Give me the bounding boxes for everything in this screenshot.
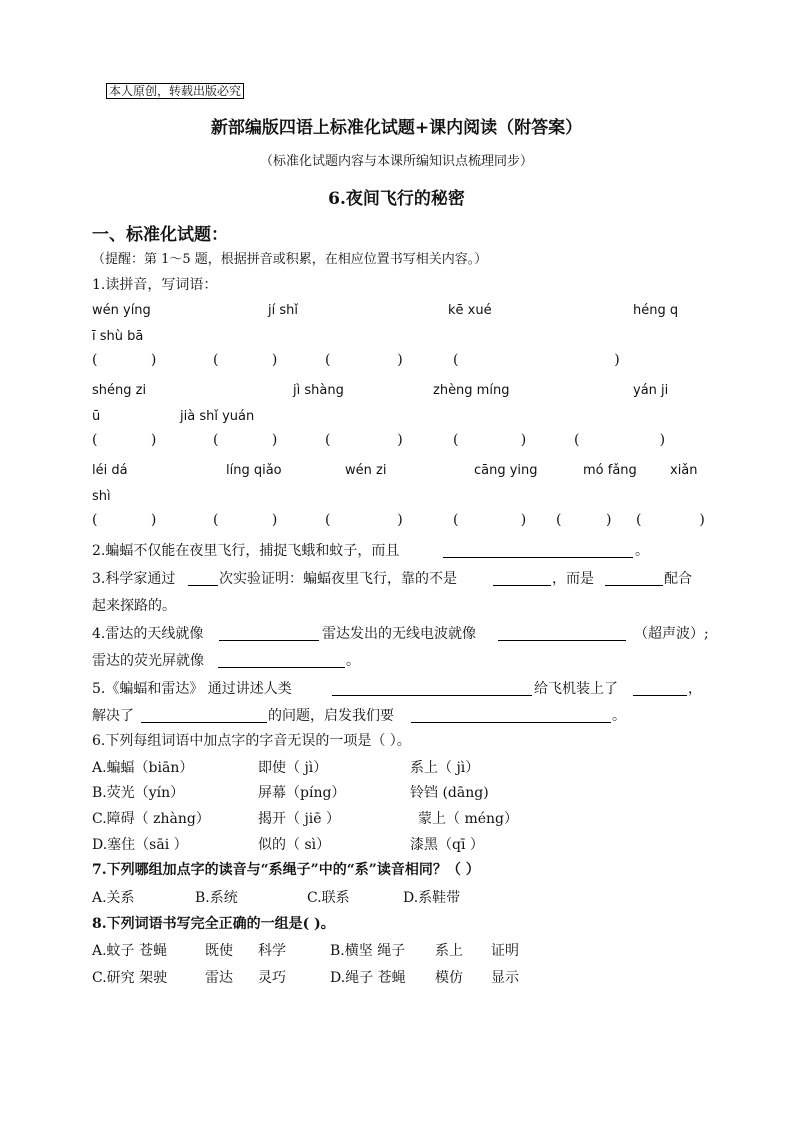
q4-text: 。 [346, 653, 360, 669]
answer-paren[interactable]: ( ) [556, 512, 612, 528]
page-title: 新部编版四语上标准化试题+课内阅读（附答案） [210, 118, 583, 138]
pinyin: cāng ying [474, 463, 538, 478]
q7-option[interactable]: B.系统 [195, 890, 238, 906]
q4-text: 雷达的荧光屏就像 [92, 653, 204, 669]
pinyin: léi dá [92, 463, 128, 478]
q8-option[interactable]: A.蚊子 苍蝇 [92, 943, 168, 959]
q6-option: 蒙上（ méng） [418, 811, 518, 827]
pinyin: héng q [633, 303, 679, 318]
copyright-stamp: 本人原创，转载出版必究 [106, 83, 244, 99]
q3-text: 起来探路的。 [92, 598, 176, 614]
answer-paren[interactable]: ( ) [92, 432, 157, 448]
pinyin: jià shǐ yuán [180, 409, 255, 424]
q8-option-word: 科学 [258, 943, 286, 959]
q5-text: 给飞机装上了 [534, 681, 618, 697]
q8-option-word: 既使 [205, 943, 233, 959]
reminder-text: （提醒：第 1～5 题，根据拼音或积累，在相应位置书写相关内容。） [92, 252, 488, 267]
q7-stem: 7.下列哪组加点字的读音与“系绳子”中的“系”读音相同？（ ） [92, 862, 480, 878]
answer-paren[interactable]: ( ) [325, 432, 403, 448]
answer-blank[interactable] [141, 706, 267, 723]
pinyin: ī shù bā [92, 329, 144, 344]
pinyin: jí shǐ [268, 303, 298, 318]
q5-text: 的问题，启发我们要 [268, 708, 394, 724]
q4-text: 雷达发出的无线电波就像 [322, 626, 476, 642]
answer-blank[interactable] [443, 541, 633, 558]
answer-blank[interactable] [218, 651, 345, 668]
page-subtitle: （标准化试题内容与本课所编知识点梳理同步） [259, 154, 533, 169]
q3-text: ，而是 [552, 571, 594, 587]
answer-paren[interactable]: ( ) [213, 352, 278, 368]
q6-option: 即使（ jì） [258, 760, 328, 776]
answer-paren[interactable]: ( ) [574, 432, 666, 448]
q8-option[interactable]: C.研究 架驶 [92, 970, 168, 986]
lesson-title: 6.夜间飞行的秘密 [328, 189, 465, 209]
q6-option[interactable]: A.蝙蝠（biān） [92, 760, 194, 776]
answer-blank[interactable] [332, 679, 532, 696]
answer-paren[interactable]: ( ) [213, 432, 278, 448]
pinyin: kē xué [448, 303, 492, 318]
q4-text: （超声波）; [634, 626, 709, 642]
q6-option: 屏幕（píng） [258, 785, 346, 801]
answer-blank[interactable] [493, 569, 551, 586]
q7-option[interactable]: C.联系 [307, 890, 350, 906]
q8-option-word: 灵巧 [258, 970, 286, 986]
q1-label: 1.读拼音，写词语： [92, 277, 218, 293]
q6-option[interactable]: B.荧光（yín） [92, 785, 185, 801]
answer-paren[interactable]: ( ) [636, 512, 705, 528]
q8-option-word: 证明 [491, 943, 519, 959]
q4-text: 4.雷达的天线就像 [92, 626, 204, 642]
q8-option-word: 模仿 [435, 970, 463, 986]
pinyin: wén zi [345, 463, 387, 478]
q8-option-word: 雷达 [205, 970, 233, 986]
answer-blank[interactable] [411, 706, 611, 723]
q8-option[interactable]: B.横坚 绳子 [330, 943, 406, 959]
q6-option: 漆黑（qī ） [410, 837, 484, 853]
q8-stem: 8.下列词语书写完全正确的一组是( )。 [92, 916, 335, 932]
q5-text: 解决了 [92, 708, 134, 724]
q5-text: 5.《蝙蝠和雷达》 通过讲述人类 [92, 681, 292, 697]
q3-text: 次实验证明：蝙蝠夜里飞行，靠的不是 [219, 571, 457, 587]
answer-paren[interactable]: ( ) [453, 512, 527, 528]
q6-option[interactable]: D.塞住（sāi ） [92, 837, 188, 853]
answer-blank[interactable] [605, 569, 663, 586]
q6-option[interactable]: C.障碍（ zhàng） [92, 811, 210, 827]
q7-option[interactable]: A.关系 [92, 890, 135, 906]
answer-paren[interactable]: ( ) [325, 512, 403, 528]
answer-blank[interactable] [219, 624, 319, 641]
answer-blank[interactable] [188, 569, 218, 586]
pinyin: líng qiǎo [226, 463, 282, 478]
answer-paren[interactable]: ( ) [213, 512, 278, 528]
pinyin: xiǎn [670, 463, 698, 478]
answer-blank[interactable] [633, 679, 687, 696]
q7-option[interactable]: D.系鞋带 [403, 890, 461, 906]
q6-option: 铃铛 (dāng) [410, 785, 489, 801]
q3-text: 配合 [664, 571, 692, 587]
answer-blank[interactable] [498, 624, 626, 641]
q8-option-word: 系上 [435, 943, 463, 959]
q6-option: 似的（ sì） [258, 837, 331, 853]
q2-end: 。 [635, 543, 649, 559]
answer-paren[interactable]: ( ) [92, 352, 157, 368]
pinyin: mó fǎng [583, 463, 637, 478]
pinyin: shéng zi [92, 383, 147, 398]
pinyin: yán ji [633, 383, 669, 398]
pinyin: jì shàng [293, 383, 344, 398]
q8-option[interactable]: D.绳子 苍蝇 [330, 970, 406, 986]
answer-paren[interactable]: ( ) [453, 432, 527, 448]
q5-text: 。 [612, 708, 626, 724]
pinyin: ū [92, 409, 101, 424]
section-heading: 一、标准化试题： [92, 225, 228, 245]
answer-paren[interactable]: ( ) [453, 352, 620, 368]
q2-text: 2.蝙蝠不仅能在夜里飞行，捕捉飞蛾和蚊子，而且 [92, 543, 400, 559]
pinyin: zhèng míng [433, 383, 510, 398]
pinyin: wén yíng [92, 303, 151, 318]
q5-text: ， [688, 681, 702, 697]
answer-paren[interactable]: ( ) [325, 352, 403, 368]
q6-stem: 6.下列每组词语中加点字的字音无误的一项是（ ）。 [92, 733, 411, 749]
q8-option-word: 显示 [491, 970, 519, 986]
q6-option: 揭开（ jiē ） [258, 811, 341, 827]
q6-option: 系上（ jì） [410, 760, 480, 776]
pinyin: shì [92, 489, 111, 504]
q3-text: 3.科学家通过 [92, 571, 176, 587]
answer-paren[interactable]: ( ) [92, 512, 157, 528]
